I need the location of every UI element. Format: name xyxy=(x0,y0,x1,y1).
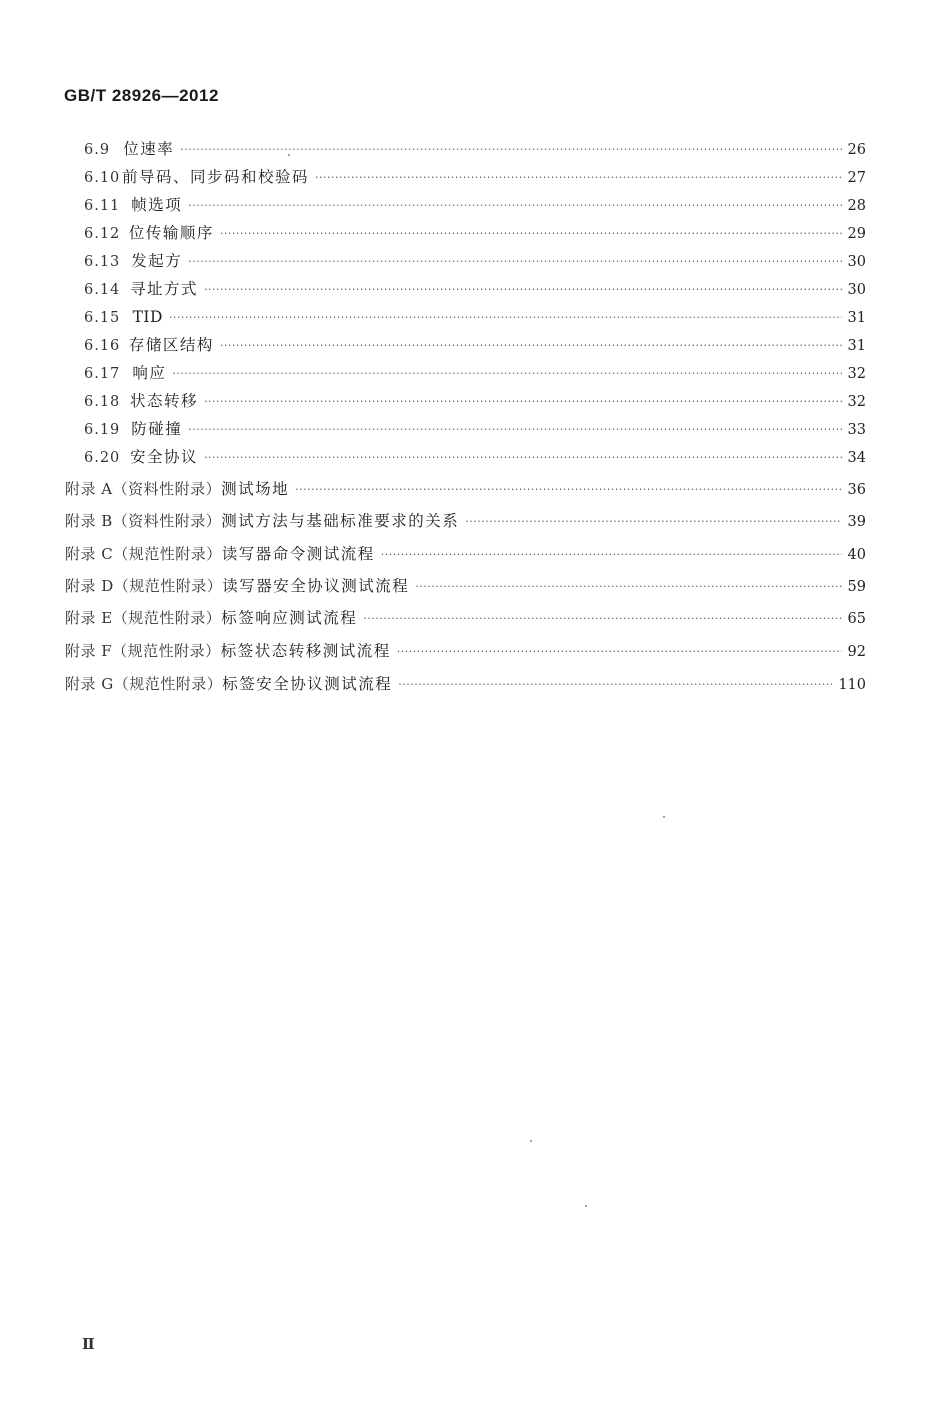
toc-entry-number: 6.13 xyxy=(84,254,121,270)
toc-entry-title: 状态转移 xyxy=(130,392,199,410)
toc-entry-page: 110 xyxy=(838,677,866,693)
toc-entry-6-17[interactable] xyxy=(84,362,866,386)
page-number-footer: Ⅱ xyxy=(82,1337,95,1353)
toc-entry-page: 34 xyxy=(847,450,866,466)
toc-entry-title: 发起方 xyxy=(131,252,183,270)
dot-leader xyxy=(204,447,841,469)
toc-entry-title: 测试方法与基础标准要求的关系 xyxy=(221,512,460,530)
toc-entry-title: 标签状态转移测试流程 xyxy=(220,642,391,660)
toc-entry-page: 59 xyxy=(847,579,866,595)
toc-entry-number: 6.14 xyxy=(84,282,121,298)
toc-entry-6-19[interactable] xyxy=(84,418,866,442)
scan-speck xyxy=(530,1140,532,1142)
toc-entry-number: 附录 G（规范性附录） xyxy=(65,675,223,693)
dot-leader xyxy=(465,511,841,533)
toc-entry-appendix-g[interactable] xyxy=(65,673,866,697)
toc-entry-number: 附录 C（规范性附录） xyxy=(65,545,222,563)
toc-entry-title: 标签响应测试流程 xyxy=(221,609,358,627)
dot-leader xyxy=(295,479,841,501)
toc-entry-number: 6.16 xyxy=(84,338,121,354)
dot-leader xyxy=(188,195,841,217)
toc-entry-6-20[interactable] xyxy=(84,446,866,470)
toc-entry-6-9[interactable] xyxy=(84,138,866,162)
toc-entry-appendix-b[interactable] xyxy=(65,510,866,534)
toc-entry-title: 位传输顺序 xyxy=(128,224,214,242)
toc-entry-number: 附录 B（资料性附录） xyxy=(65,512,222,530)
dot-leader xyxy=(398,674,832,696)
toc-entry-title: 读写器安全协议测试流程 xyxy=(222,577,410,595)
dot-leader xyxy=(172,363,841,385)
toc-entry-title: 寻址方式 xyxy=(130,280,199,298)
scan-speck xyxy=(585,1205,587,1207)
dot-leader xyxy=(180,139,841,161)
toc-entry-appendix-c[interactable] xyxy=(65,543,866,567)
toc-entry-title: 帧选项 xyxy=(131,196,183,214)
toc-entry-number: 6.12 xyxy=(84,226,121,242)
toc-entry-number: 6.9 xyxy=(84,142,111,158)
toc-entry-number: 6.10 xyxy=(84,170,121,186)
toc-entry-6-13[interactable] xyxy=(84,250,866,274)
toc-entry-page: 32 xyxy=(847,366,866,382)
toc-entry-number: 6.19 xyxy=(84,422,121,438)
toc-entry-number: 附录 A（资料性附录） xyxy=(65,480,222,498)
toc-entry-appendix-e[interactable] xyxy=(65,607,866,631)
toc-entry-title: 存储区结构 xyxy=(128,336,214,354)
toc-entry-page: 33 xyxy=(847,422,866,438)
toc-entry-page: 30 xyxy=(847,282,866,298)
toc-entry-title: 标签安全协议测试流程 xyxy=(222,675,393,693)
toc-entry-6-14[interactable] xyxy=(84,278,866,302)
dot-leader xyxy=(204,279,841,301)
toc-entry-number: 6.17 xyxy=(84,366,121,382)
toc-entry-6-12[interactable] xyxy=(84,222,866,246)
toc-entry-appendix-d[interactable] xyxy=(65,575,866,599)
toc-entry-page: 65 xyxy=(847,611,866,627)
toc-entry-number: 6.11 xyxy=(84,198,121,214)
toc-entry-title: 响应 xyxy=(132,364,167,382)
toc-entry-page: 32 xyxy=(847,394,866,410)
dot-leader xyxy=(188,251,841,273)
toc-entry-6-10[interactable] xyxy=(84,166,866,190)
toc-entry-title: 安全协议 xyxy=(130,448,199,466)
toc-entry-page: 31 xyxy=(847,338,866,354)
toc-entry-page: 39 xyxy=(847,514,866,530)
dot-leader xyxy=(169,307,842,329)
toc-entry-page: 30 xyxy=(847,254,866,270)
dot-leader xyxy=(397,641,842,663)
toc-entry-6-18[interactable] xyxy=(84,390,866,414)
dot-leader xyxy=(188,419,841,441)
toc-entry-title: 读写器命令测试流程 xyxy=(221,545,375,563)
standard-number-header: GB/T 28926—2012 xyxy=(64,86,219,105)
scan-speck xyxy=(288,154,290,156)
dot-leader xyxy=(220,223,842,245)
toc-entry-title: 位速率 xyxy=(123,140,175,158)
toc-entry-6-16[interactable] xyxy=(84,334,866,358)
toc-entry-number: 6.20 xyxy=(84,450,121,466)
toc-entry-6-15[interactable] xyxy=(84,306,866,330)
toc-entry-6-11[interactable] xyxy=(84,194,866,218)
toc-entry-page: 31 xyxy=(847,310,866,326)
toc-entry-title: TID xyxy=(132,308,163,326)
toc-entry-page: 29 xyxy=(847,226,866,242)
toc-entry-page: 36 xyxy=(847,482,866,498)
dot-leader xyxy=(363,608,841,630)
toc-entry-number: 附录 D（规范性附录） xyxy=(65,577,223,595)
dot-leader xyxy=(204,391,841,413)
scan-speck xyxy=(663,816,665,818)
toc-entry-page: 27 xyxy=(847,170,866,186)
toc-entry-title: 前导码、同步码和校验码 xyxy=(122,168,310,186)
toc-entry-appendix-f[interactable] xyxy=(65,640,866,664)
dot-leader xyxy=(381,544,842,566)
dot-leader xyxy=(220,335,842,357)
toc-entry-title: 测试场地 xyxy=(221,480,290,498)
toc-entry-page: 28 xyxy=(847,198,866,214)
toc-entry-number: 附录 F（规范性附录） xyxy=(65,642,221,660)
toc-entry-page: 26 xyxy=(847,142,866,158)
toc-entry-appendix-a[interactable] xyxy=(65,478,866,502)
toc-entry-number: 6.15 xyxy=(84,310,121,326)
dot-leader xyxy=(415,576,841,598)
toc-entry-page: 92 xyxy=(847,644,866,660)
toc-entry-page: 40 xyxy=(847,547,866,563)
dot-leader xyxy=(315,167,842,189)
toc-entry-title: 防碰撞 xyxy=(131,420,183,438)
toc-entry-number: 附录 E（规范性附录） xyxy=(65,609,222,627)
toc-entry-number: 6.18 xyxy=(84,394,121,410)
